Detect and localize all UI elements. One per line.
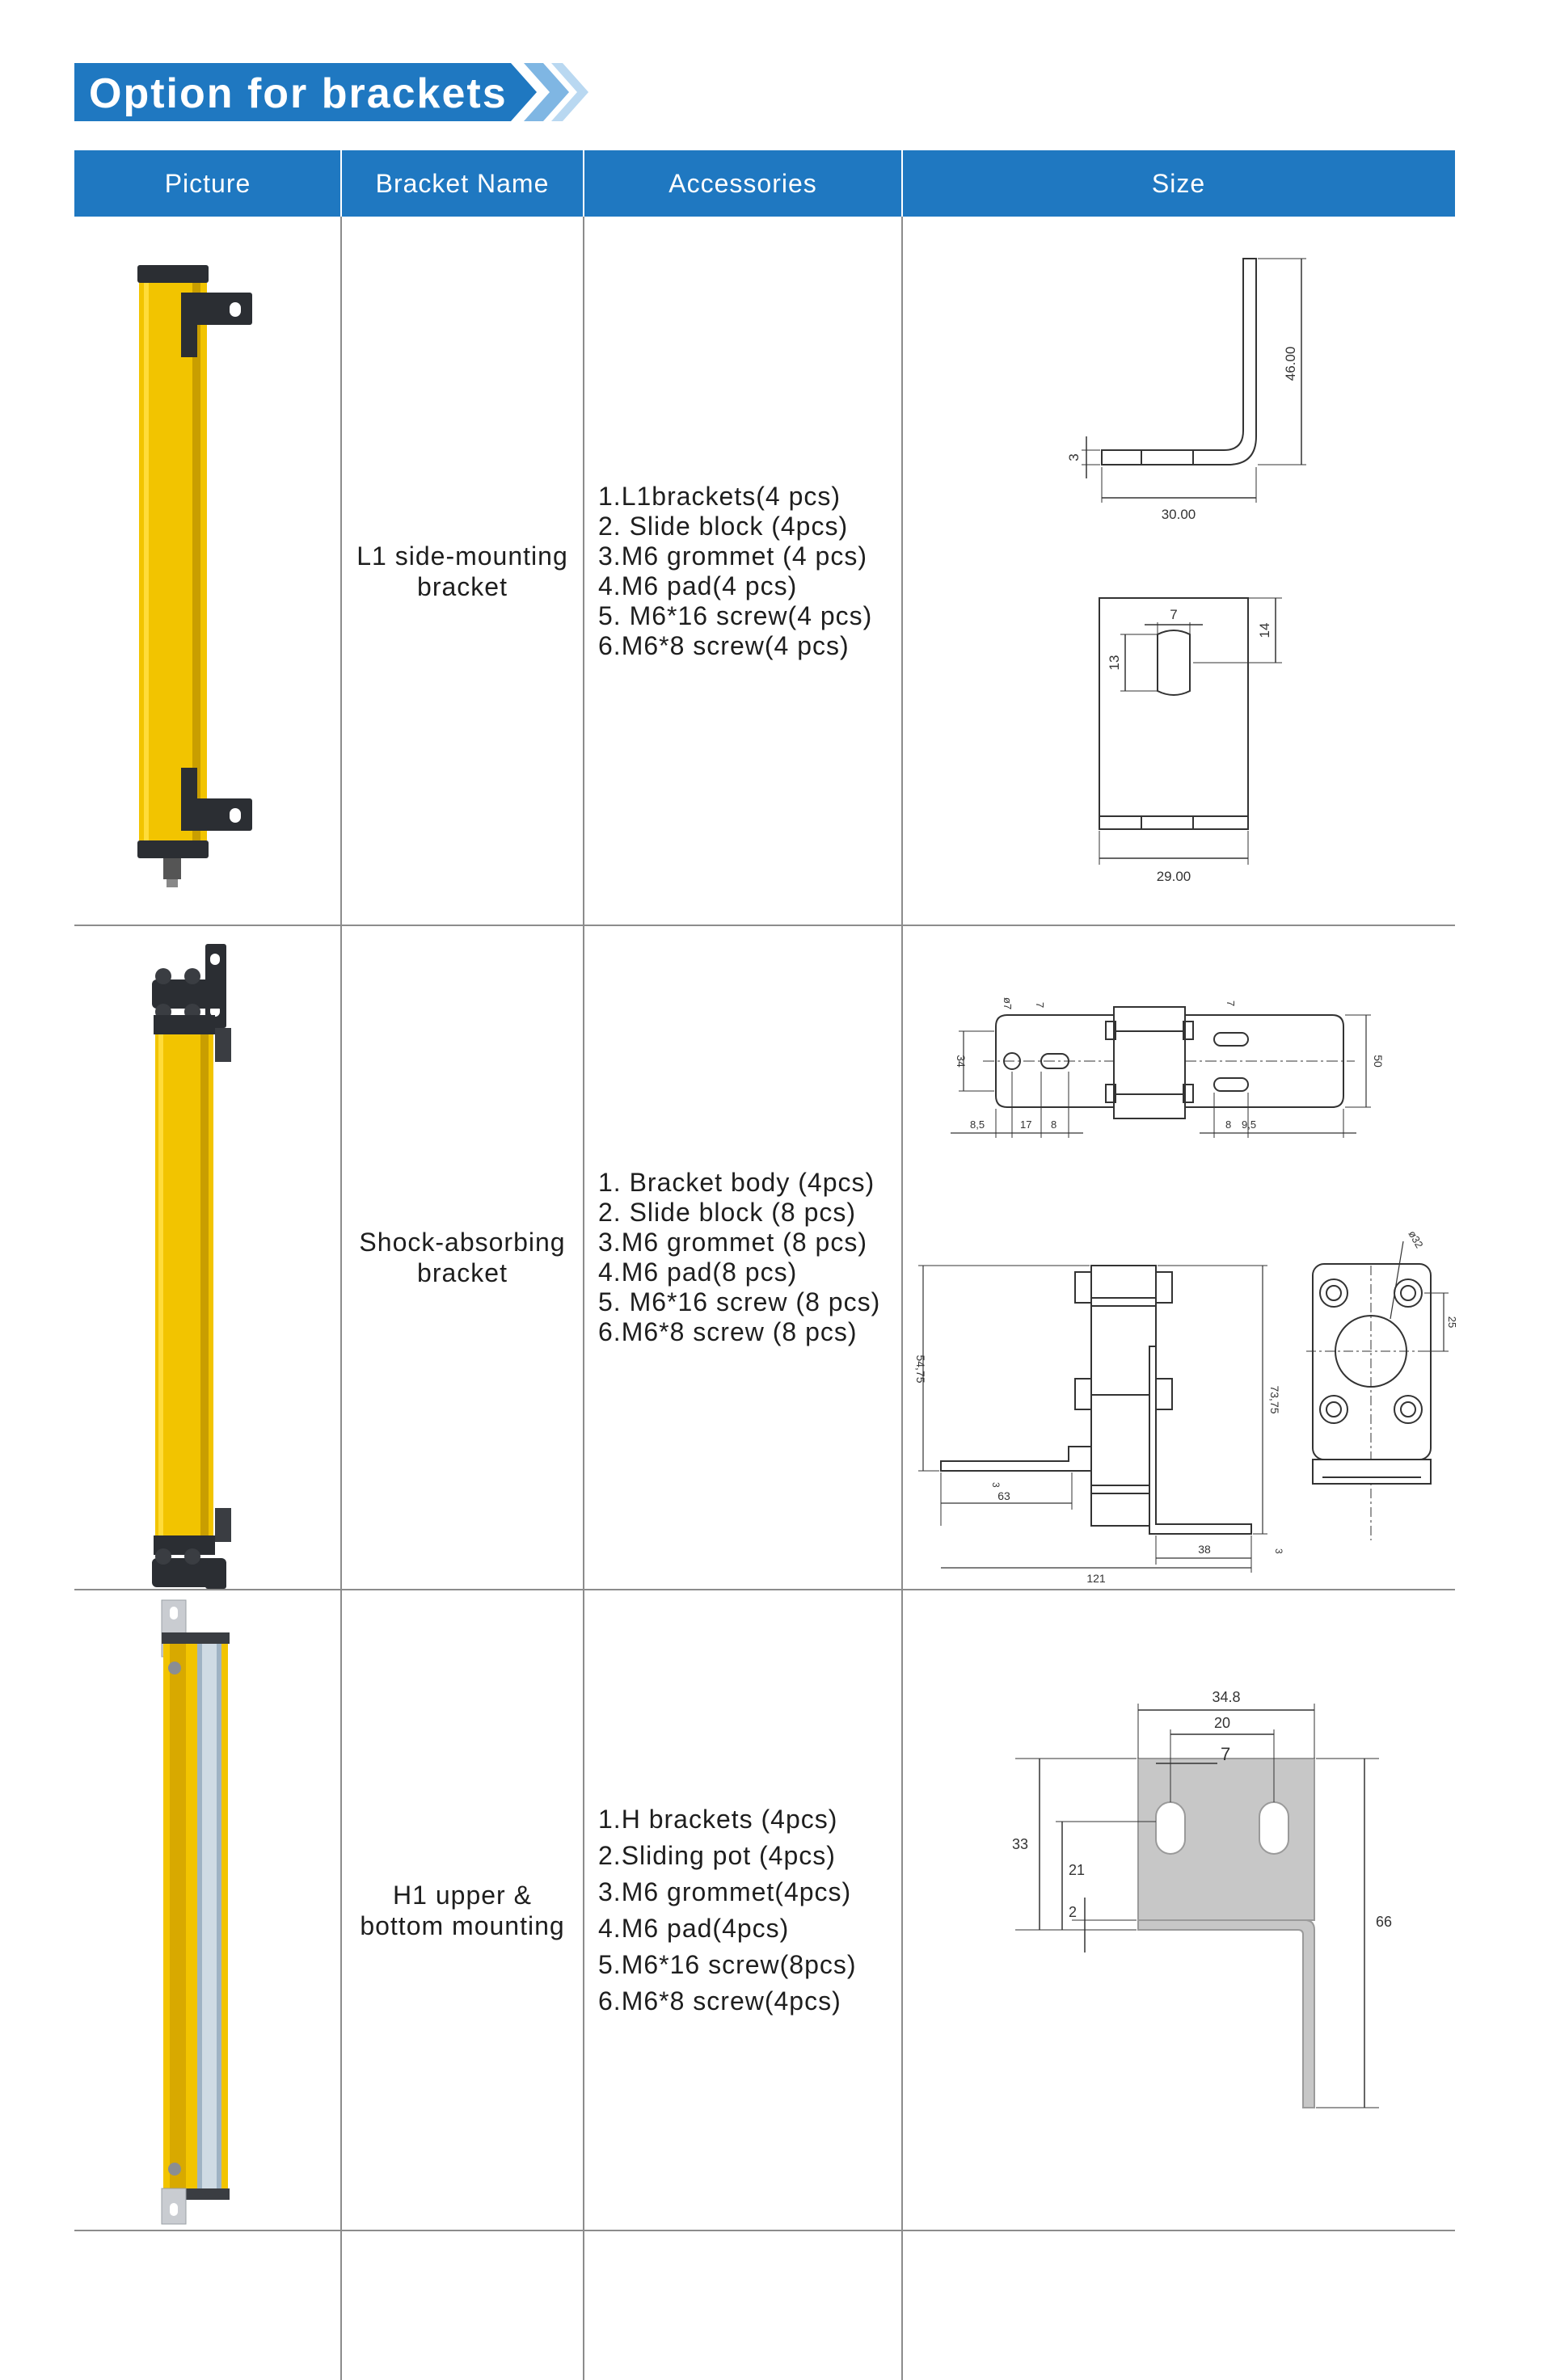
size-drawing-cell — [902, 218, 1455, 925]
light-curtain-shock-bracket-icon — [74, 926, 341, 1589]
dim-label: ø7 — [1002, 997, 1014, 1010]
bracket-name-cell — [341, 218, 584, 925]
dim-label: 38 — [1198, 1543, 1211, 1556]
dim-label: 54,75 — [914, 1354, 927, 1384]
dim-label: 25 — [1446, 1316, 1458, 1329]
list-item: 4.M6 pad(4 pcs) — [598, 571, 798, 600]
dim-label: 66 — [1376, 1914, 1393, 1930]
list-item: 3.M6 grommet(4pcs) — [598, 1877, 852, 1906]
list-item: 5. M6*16 screw(4 pcs) — [598, 601, 873, 630]
shock-bracket-drawing — [902, 926, 1458, 1589]
dim-label: 8 — [1225, 1118, 1232, 1131]
dim-label: 7 — [1221, 1744, 1231, 1764]
dim-label: 34 — [955, 1055, 968, 1068]
table-row — [74, 218, 1455, 925]
header-size: Size — [1151, 169, 1206, 198]
dim-label: 3 — [1273, 1548, 1284, 1554]
picture-cell — [74, 1590, 341, 2230]
list-item: 6.M6*8 screw(4pcs) — [598, 1986, 841, 2016]
list-item: 4.M6 pad(8 pcs) — [598, 1257, 798, 1287]
accessories-cell — [584, 926, 902, 1589]
accessories-cell — [584, 1590, 902, 2230]
dim-label: 14 — [1257, 622, 1272, 638]
dim-label: 7 — [1034, 1002, 1046, 1009]
list-item: 6.M6*8 screw(4 pcs) — [598, 631, 850, 660]
bracket-name-cell — [341, 1590, 584, 2230]
header-picture: Picture — [164, 169, 251, 198]
dim-label: 8,5 — [970, 1118, 985, 1131]
accessories-list — [584, 1801, 857, 2020]
list-item: 3.M6 grommet (4 pcs) — [598, 541, 867, 571]
dim-label: 7 — [1170, 607, 1178, 622]
list-item: 1. Bracket body (4pcs) — [598, 1168, 875, 1197]
light-curtain-side-bracket-icon — [74, 218, 341, 925]
dim-label: 20 — [1213, 1715, 1231, 1731]
list-item: 2. Slide block (8 pcs) — [598, 1198, 857, 1227]
accessories-list — [584, 1168, 880, 1347]
dim-label: 3 — [990, 1482, 1002, 1488]
list-item: 2.Sliding pot (4pcs) — [598, 1840, 836, 1870]
bracket-name: H1 upper & bottom mounting — [360, 1880, 565, 1940]
table-row — [74, 1590, 1455, 2230]
dim-label: 50 — [1372, 1055, 1385, 1068]
dim-label: 63 — [997, 1489, 1010, 1502]
size-drawing-cell — [902, 1590, 1455, 2230]
header-bracket-name: Bracket Name — [375, 169, 550, 198]
list-item: 1.H brackets (4pcs) — [598, 1804, 838, 1834]
dim-label: 8 — [1051, 1118, 1057, 1131]
dim-label: 13 — [1107, 655, 1122, 671]
list-item: 5. M6*16 screw (8 pcs) — [598, 1287, 881, 1316]
page-title: Option for brackets — [89, 70, 508, 117]
table-row — [74, 926, 1458, 1589]
light-curtain-h-bracket-icon — [74, 1590, 341, 2230]
bracket-name-cell — [341, 926, 584, 1589]
dim-label: 34.8 — [1212, 1689, 1241, 1705]
accessories-list — [584, 482, 872, 661]
bracket-name: L1 side-mounting bracket — [356, 541, 568, 601]
table-header — [74, 150, 1455, 217]
picture-cell — [74, 926, 341, 1589]
dim-label: ø32 — [1406, 1228, 1426, 1250]
accessories-cell — [584, 218, 902, 925]
dim-label: 7 — [1225, 1000, 1237, 1007]
dim-label: 2 — [1068, 1904, 1077, 1920]
dim-label: 46.00 — [1283, 346, 1298, 381]
dim-label: 73,75 — [1268, 1385, 1281, 1414]
dim-label: 9,5 — [1242, 1118, 1257, 1131]
dim-label: 17 — [1020, 1118, 1032, 1131]
row-divider — [74, 2230, 1455, 2231]
l1-bracket-drawing — [902, 218, 1455, 925]
bracket-name: Shock-absorbing bracket — [359, 1228, 566, 1287]
list-item: 2. Slide block (4pcs) — [598, 512, 849, 541]
dim-label: 21 — [1068, 1862, 1085, 1878]
list-item: 4.M6 pad(4pcs) — [598, 1913, 790, 1943]
h1-bracket-drawing — [902, 1590, 1455, 2230]
picture-cell — [74, 218, 341, 925]
dim-label: 33 — [1011, 1836, 1028, 1852]
list-item: 6.M6*8 screw (8 pcs) — [598, 1317, 858, 1346]
dim-label: 30.00 — [1161, 507, 1196, 522]
dim-label: 29.00 — [1156, 869, 1191, 884]
dim-label: 3 — [1066, 453, 1082, 461]
header-accessories: Accessories — [668, 169, 817, 198]
list-item: 5.M6*16 screw(8pcs) — [598, 1949, 857, 1979]
list-item: 1.L1brackets(4 pcs) — [598, 482, 841, 511]
size-drawing-cell — [902, 926, 1458, 1589]
list-item: 3.M6 grommet (8 pcs) — [598, 1228, 867, 1257]
dim-label: 121 — [1086, 1572, 1106, 1585]
section-title-banner — [74, 63, 592, 121]
